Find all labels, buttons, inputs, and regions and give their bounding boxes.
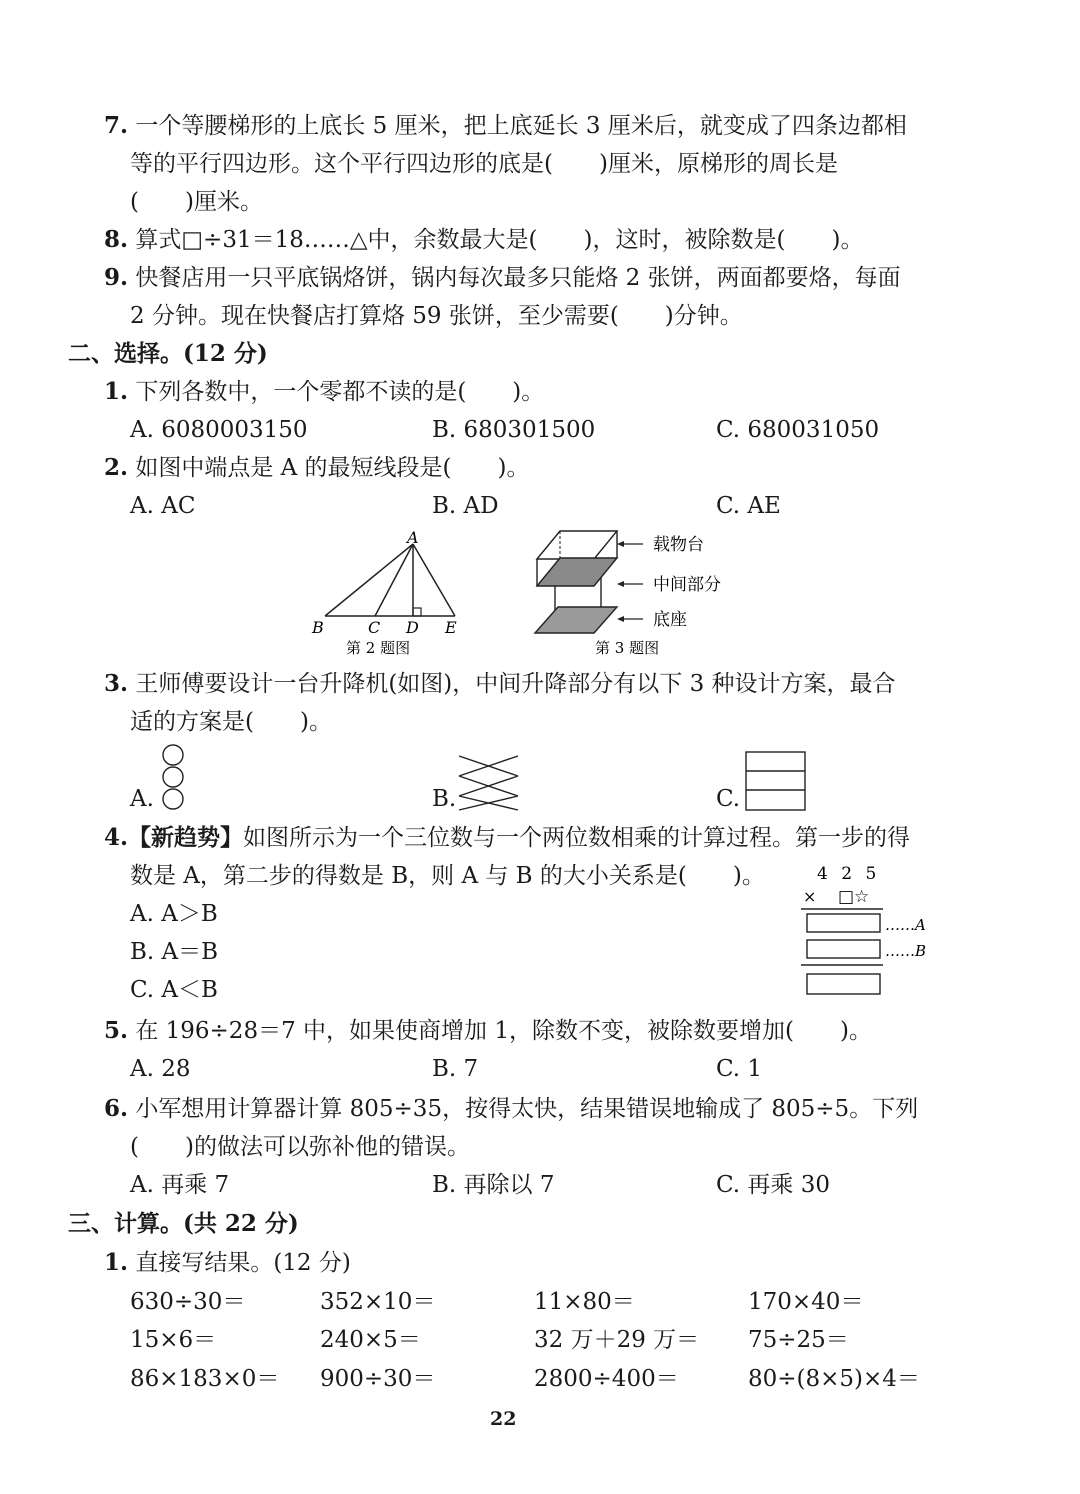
choice3-option-b: B.	[432, 786, 457, 812]
fig4-label-a: ……A	[885, 916, 926, 934]
figure-2-triangle	[300, 530, 480, 660]
choice5-question: 5. 在 196÷28＝7 中，如果使商增加 1，除数不变，被除数要增加( )。	[104, 1017, 872, 1044]
fig3-caption: 第 3 题图	[595, 639, 660, 657]
choice6-option-b: B. 再除以 7	[432, 1172, 555, 1198]
calc-item: 630÷30＝	[130, 1289, 246, 1315]
calc-item: 352×10＝	[320, 1289, 436, 1315]
choice6-line2: ( )的做法可以弥补他的错误。	[130, 1134, 470, 1160]
calc-item: 240×5＝	[320, 1327, 421, 1353]
page-number: 22	[490, 1408, 517, 1430]
choice1-option-a: A. 6080003150	[130, 417, 308, 443]
calc-question: 1. 直接写结果。(12 分)	[104, 1249, 351, 1276]
calc-item: 900÷30＝	[320, 1366, 436, 1392]
fig2-label-a: A	[407, 530, 419, 547]
calc-item: 86×183×0＝	[130, 1366, 280, 1392]
fig2-caption: 第 2 题图	[346, 639, 411, 657]
figure-3-lift	[525, 525, 745, 660]
fig3-label-mid: 中间部分	[653, 575, 721, 595]
calc-item: 2800÷400＝	[534, 1366, 679, 1392]
choice2-question: 2. 如图中端点是 A 的最短线段是( )。	[104, 454, 530, 481]
q9-line2: 2 分钟。现在快餐店打算烙 59 张饼，至少需要( )分钟。	[130, 303, 743, 329]
fig4-times-sign: ×	[803, 887, 817, 906]
fig3-label-top: 载物台	[653, 535, 704, 555]
option-b-scissor	[456, 752, 522, 814]
fig2-label-d: D	[406, 618, 419, 637]
q7-line2: 等的平行四边形。这个平行四边形的底是( )厘米，原梯形的周长是	[130, 151, 838, 177]
choice3-line2: 适的方案是( )。	[130, 709, 332, 735]
section-2-title: 二、选择。(12 分)	[68, 340, 268, 367]
choice2-option-a: A. AC	[130, 493, 196, 519]
choice1-question: 1. 下列各数中，一个零都不读的是( )。	[104, 378, 545, 405]
calc-item: 80÷(8×5)×4＝	[748, 1366, 920, 1392]
choice2-option-c: C. AE	[716, 493, 781, 519]
calc-item: 15×6＝	[130, 1327, 217, 1353]
choice4-line2: 数是 A，第二步的得数是 B，则 A 与 B 的大小关系是( )。	[130, 863, 765, 889]
choice5-option-a: A. 28	[130, 1056, 191, 1082]
choice6-option-c: C. 再乘 30	[716, 1172, 830, 1198]
choice4-option-c: C. A＜B	[130, 977, 218, 1003]
calc-item: 170×40＝	[748, 1289, 864, 1315]
choice5-option-b: B. 7	[432, 1056, 479, 1082]
choice4-option-a: A. A＞B	[130, 901, 218, 927]
calc-item: 32 万＋29 万＝	[534, 1327, 700, 1353]
fig4-label-b: ……B	[885, 942, 927, 960]
fig3-label-base: 底座	[653, 610, 687, 630]
q7-line1: 7. 一个等腰梯形的上底长 5 厘米，把上底延长 3 厘米后，就变成了四条边都相	[104, 112, 907, 139]
choice3-option-a: A.	[130, 786, 154, 812]
choice2-option-b: B. AD	[432, 493, 499, 519]
option-c-stack	[744, 750, 808, 814]
option-a-circles	[158, 742, 190, 814]
choice4-line1: 4.【新趋势】如图所示为一个三位数与一个两位数相乘的计算过程。第一步的得	[104, 824, 911, 851]
calc-item: 75÷25＝	[748, 1327, 849, 1353]
fig2-label-c: C	[368, 618, 381, 637]
choice3-line1: 3. 王师傅要设计一台升降机(如图)，中间升降部分有以下 3 种设计方案，最合	[104, 670, 896, 697]
choice6-option-a: A. 再乘 7	[130, 1172, 230, 1198]
fig4-digits: □☆	[838, 887, 870, 907]
choice4-option-b: B. A＝B	[130, 939, 219, 965]
section-3-title: 三、计算。(共 22 分)	[68, 1210, 299, 1237]
q7-line3: ( )厘米。	[130, 189, 263, 215]
q9-line1: 9. 快餐店用一只平底锅烙饼，锅内每次最多只能烙 2 张饼，两面都要烙，每面	[104, 264, 901, 291]
fig2-label-e: E	[445, 618, 457, 637]
figure-4-multiplication	[795, 858, 945, 1000]
fig4-top-number: 4 2 5	[817, 864, 881, 884]
choice6-line1: 6. 小军想用计算器计算 805÷35，按得太快，结果错误地输成了 805÷5。下列	[104, 1095, 919, 1122]
q8-line1: 8. 算式□÷31＝18……△中，余数最大是( )，这时，被除数是( )。	[104, 226, 864, 253]
choice1-option-b: B. 680301500	[432, 417, 596, 443]
calc-item: 11×80＝	[534, 1289, 635, 1315]
choice3-option-c: C.	[716, 786, 741, 812]
choice5-option-c: C. 1	[716, 1056, 763, 1082]
choice1-option-c: C. 680031050	[716, 417, 880, 443]
fig2-label-b: B	[312, 618, 324, 637]
